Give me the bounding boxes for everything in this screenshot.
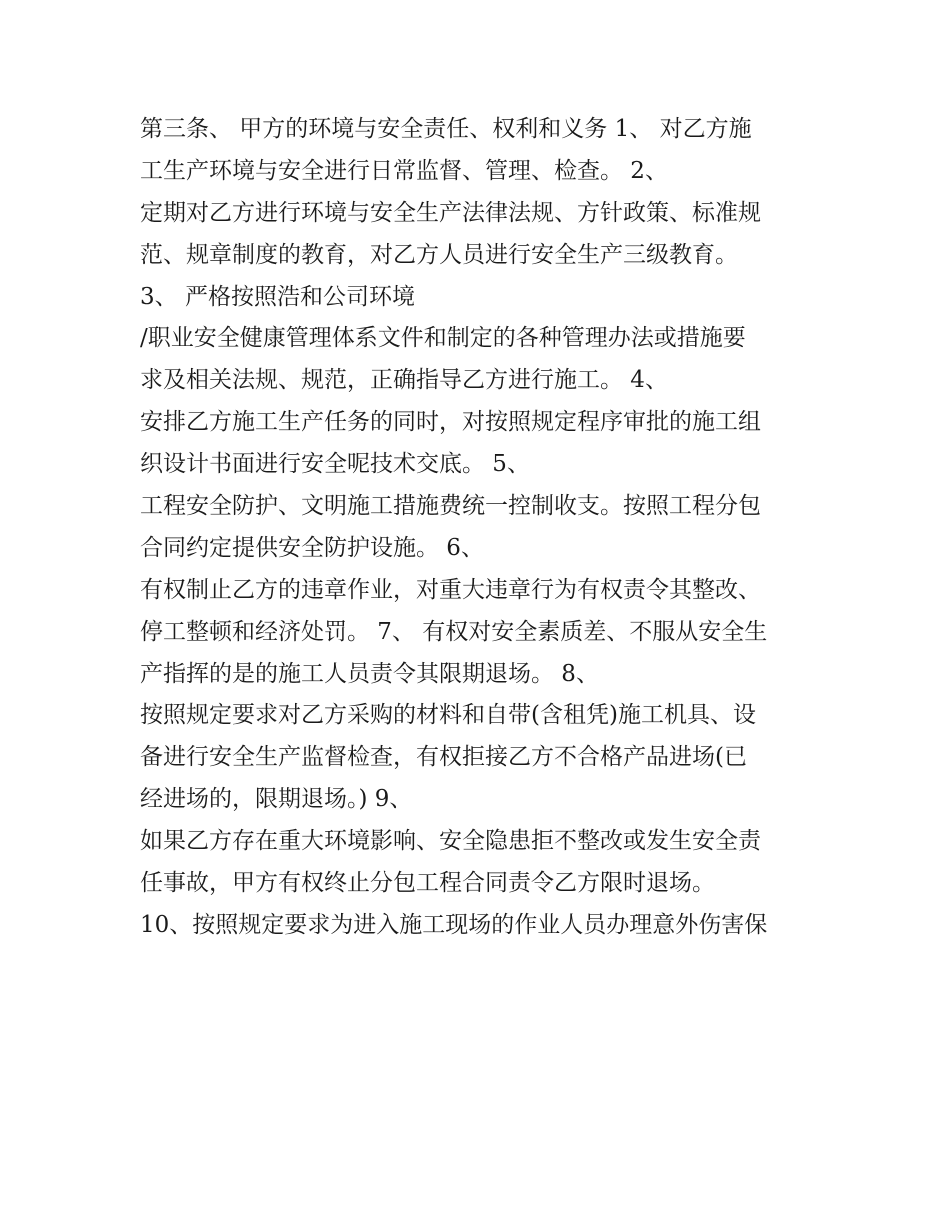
text-line: 经进场的，限期退场。) 9、 bbox=[140, 786, 413, 813]
text-line: 范、规章制度的教育，对乙方人员进行安全生产三级教育。 bbox=[140, 241, 738, 268]
text-line: 第三条、 甲方的环境与安全责任、权利和义务 1、 对乙方施 bbox=[140, 116, 752, 142]
document-body bbox=[140, 109, 820, 947]
text-line: 如果乙方存在重大环境影响、安全隐患拒不整改或发生安全责 bbox=[140, 828, 761, 855]
text-line: 织设计书面进行安全呢技术交底。 5、 bbox=[140, 451, 530, 478]
text-line: 停工整顿和经济处罚。 7、 有权对安全素质差、不服从安全生 bbox=[140, 618, 768, 645]
text-line: 3、 严格按照浩和公司环境 bbox=[140, 283, 415, 310]
text-line: /职业安全健康管理体系文件和制定的各种管理办法或措施要 bbox=[140, 325, 746, 352]
text-line: 任事故，甲方有权终止分包工程合同责令乙方限时退场。 bbox=[140, 870, 715, 897]
text-line: 定期对乙方进行环境与安全生产法律法规、方针政策、标准规 bbox=[140, 199, 761, 226]
text-line: 产指挥的是的施工人员责令其限期退场。 8、 bbox=[140, 660, 599, 687]
text-line: 10、按照规定要求为进入施工现场的作业人员办理意外伤害保 bbox=[140, 911, 768, 938]
text-line: 备进行安全生产监督检查，有权拒接乙方不合格产品进场(已 bbox=[140, 744, 747, 771]
text-line: 合同约定提供安全防护设施。 6、 bbox=[140, 534, 484, 561]
text-line: 按照规定要求对乙方采购的材料和自带(含租凭)施工机具、设 bbox=[140, 702, 756, 729]
text-line: 工生产环境与安全进行日常监督、管理、检查。 2、 bbox=[140, 157, 668, 184]
text-line: 求及相关法规、规范，正确指导乙方进行施工。 4、 bbox=[140, 367, 668, 394]
text-line: 工程安全防护、文明施工措施费统一控制收支。按照工程分包 bbox=[140, 493, 761, 520]
text-line: 安排乙方施工生产任务的同时，对按照规定程序审批的施工组 bbox=[140, 409, 761, 436]
text-line: 有权制止乙方的违章作业，对重大违章行为有权责令其整改、 bbox=[140, 576, 761, 603]
